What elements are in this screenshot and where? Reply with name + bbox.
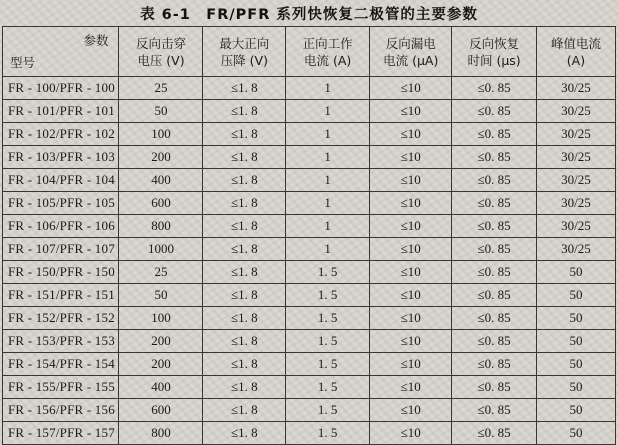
- cell-forward-drop: ≤1. 8: [203, 399, 286, 422]
- cell-leakage-current: ≤10: [370, 376, 452, 399]
- cell-model: FR - 153/PFR - 153: [3, 330, 119, 353]
- cell-forward-drop: ≤1. 8: [203, 307, 286, 330]
- cell-model: FR - 103/PFR - 103: [3, 146, 119, 169]
- cell-breakdown-voltage: 600: [119, 192, 203, 215]
- cell-forward-current: 1: [286, 215, 370, 238]
- header-line: 电流 (A): [304, 52, 352, 68]
- cell-breakdown-voltage: 100: [119, 123, 203, 146]
- cell-leakage-current: ≤10: [370, 422, 452, 445]
- cell-forward-current: 1. 5: [286, 353, 370, 376]
- cell-breakdown-voltage: 50: [119, 284, 203, 307]
- column-header-breakdown-voltage: [119, 27, 203, 77]
- table-row: [3, 284, 616, 307]
- cell-breakdown-voltage: 800: [119, 215, 203, 238]
- cell-forward-drop: ≤1. 8: [203, 376, 286, 399]
- cell-breakdown-voltage: 1000: [119, 238, 203, 261]
- cell-model: FR - 157/PFR - 157: [3, 422, 119, 445]
- cell-recovery-time: ≤0. 85: [452, 146, 537, 169]
- cell-forward-current: 1. 5: [286, 330, 370, 353]
- header-line: 最大正向: [219, 35, 270, 51]
- column-header-leakage-current: [370, 27, 452, 77]
- cell-leakage-current: ≤10: [370, 399, 452, 422]
- cell-peak-current: 50: [536, 307, 615, 330]
- cell-leakage-current: ≤10: [370, 123, 452, 146]
- column-header-forward-drop: [203, 27, 286, 77]
- cell-recovery-time: ≤0. 85: [452, 238, 537, 261]
- header-line: (A): [566, 52, 586, 68]
- cell-peak-current: 30/25: [536, 192, 615, 215]
- column-header-forward-current: [286, 27, 370, 77]
- cell-recovery-time: ≤0. 85: [452, 261, 537, 284]
- cell-leakage-current: ≤10: [370, 169, 452, 192]
- cell-leakage-current: ≤10: [370, 307, 452, 330]
- cell-recovery-time: ≤0. 85: [452, 422, 537, 445]
- cell-model: FR - 154/PFR - 154: [3, 353, 119, 376]
- cell-model: FR - 102/PFR - 102: [3, 123, 119, 146]
- cell-breakdown-voltage: 50: [119, 100, 203, 123]
- cell-forward-current: 1. 5: [286, 376, 370, 399]
- cell-peak-current: 50: [536, 399, 615, 422]
- header-line: 电流 (μA): [383, 52, 439, 68]
- header-line: 反向漏电: [385, 35, 436, 51]
- cell-forward-current: 1. 5: [286, 261, 370, 284]
- cell-forward-drop: ≤1. 8: [203, 77, 286, 100]
- corner-cell: [3, 27, 119, 77]
- cell-forward-drop: ≤1. 8: [203, 146, 286, 169]
- header-row: [3, 27, 616, 77]
- header-line: 时间 (μs): [467, 52, 521, 68]
- cell-model: FR - 100/PFR - 100: [3, 77, 119, 100]
- cell-breakdown-voltage: 200: [119, 146, 203, 169]
- cell-peak-current: 30/25: [536, 100, 615, 123]
- column-header-recovery-time: [452, 27, 537, 77]
- cell-peak-current: 50: [536, 261, 615, 284]
- cell-forward-drop: ≤1. 8: [203, 422, 286, 445]
- cell-forward-current: 1: [286, 146, 370, 169]
- table-row: [3, 307, 616, 330]
- cell-leakage-current: ≤10: [370, 192, 452, 215]
- cell-recovery-time: ≤0. 85: [452, 376, 537, 399]
- cell-forward-drop: ≤1. 8: [203, 169, 286, 192]
- cell-peak-current: 30/25: [536, 169, 615, 192]
- cell-breakdown-voltage: 200: [119, 330, 203, 353]
- corner-param-label: 参数: [83, 33, 109, 48]
- table-row: [3, 77, 616, 100]
- cell-peak-current: 30/25: [536, 123, 615, 146]
- table-row: [3, 422, 616, 445]
- cell-breakdown-voltage: 200: [119, 353, 203, 376]
- table-row: [3, 330, 616, 353]
- cell-forward-drop: ≤1. 8: [203, 261, 286, 284]
- cell-recovery-time: ≤0. 85: [452, 399, 537, 422]
- column-header-peak-current: [536, 27, 615, 77]
- cell-forward-current: 1: [286, 169, 370, 192]
- page-title: 表 6-1 FR/PFR 系列快恢复二极管的主要参数: [140, 7, 478, 23]
- cell-model: FR - 107/PFR - 107: [3, 238, 119, 261]
- cell-model: FR - 106/PFR - 106: [3, 215, 119, 238]
- cell-forward-current: 1. 5: [286, 422, 370, 445]
- table-row: [3, 376, 616, 399]
- table-row: [3, 353, 616, 376]
- cell-forward-current: 1: [286, 77, 370, 100]
- cell-recovery-time: ≤0. 85: [452, 77, 537, 100]
- cell-recovery-time: ≤0. 85: [452, 192, 537, 215]
- cell-recovery-time: ≤0. 85: [452, 123, 537, 146]
- header-line: 正向工作: [302, 35, 353, 51]
- cell-forward-current: 1: [286, 100, 370, 123]
- corner-model-label: 型号: [10, 55, 36, 70]
- cell-forward-current: 1: [286, 192, 370, 215]
- cell-forward-drop: ≤1. 8: [203, 330, 286, 353]
- cell-recovery-time: ≤0. 85: [452, 353, 537, 376]
- table-body: [3, 77, 616, 445]
- header-line: 反向恢复: [469, 35, 520, 51]
- parameters-table: [2, 26, 616, 445]
- header-line: 反向击穿: [135, 35, 186, 51]
- cell-recovery-time: ≤0. 85: [452, 307, 537, 330]
- cell-leakage-current: ≤10: [370, 215, 452, 238]
- cell-forward-drop: ≤1. 8: [203, 123, 286, 146]
- cell-forward-drop: ≤1. 8: [203, 100, 286, 123]
- cell-leakage-current: ≤10: [370, 77, 452, 100]
- cell-peak-current: 50: [536, 353, 615, 376]
- cell-forward-drop: ≤1. 8: [203, 353, 286, 376]
- cell-breakdown-voltage: 600: [119, 399, 203, 422]
- cell-forward-current: 1: [286, 238, 370, 261]
- table-row: [3, 123, 616, 146]
- table-row: [3, 215, 616, 238]
- cell-forward-drop: ≤1. 8: [203, 192, 286, 215]
- cell-recovery-time: ≤0. 85: [452, 100, 537, 123]
- cell-peak-current: 30/25: [536, 146, 615, 169]
- cell-model: FR - 104/PFR - 104: [3, 169, 119, 192]
- corner-cell-inner: [3, 27, 118, 76]
- cell-leakage-current: ≤10: [370, 330, 452, 353]
- header-line: 电压 (V): [137, 52, 185, 68]
- table-row: [3, 399, 616, 422]
- cell-model: FR - 155/PFR - 155: [3, 376, 119, 399]
- cell-peak-current: 30/25: [536, 77, 615, 100]
- cell-breakdown-voltage: 100: [119, 307, 203, 330]
- cell-breakdown-voltage: 25: [119, 77, 203, 100]
- cell-peak-current: 50: [536, 422, 615, 445]
- cell-breakdown-voltage: 400: [119, 376, 203, 399]
- cell-peak-current: 30/25: [536, 215, 615, 238]
- cell-breakdown-voltage: 800: [119, 422, 203, 445]
- cell-forward-current: 1. 5: [286, 307, 370, 330]
- cell-breakdown-voltage: 400: [119, 169, 203, 192]
- table-row: [3, 169, 616, 192]
- cell-leakage-current: ≤10: [370, 284, 452, 307]
- table-header: [3, 27, 616, 77]
- cell-leakage-current: ≤10: [370, 100, 452, 123]
- cell-forward-current: 1: [286, 123, 370, 146]
- cell-recovery-time: ≤0. 85: [452, 215, 537, 238]
- header-line: 峰值电流: [550, 35, 601, 51]
- header-line: 压降 (V): [220, 52, 268, 68]
- cell-forward-drop: ≤1. 8: [203, 284, 286, 307]
- cell-forward-drop: ≤1. 8: [203, 238, 286, 261]
- cell-peak-current: 30/25: [536, 238, 615, 261]
- cell-model: FR - 151/PFR - 151: [3, 284, 119, 307]
- table-row: [3, 100, 616, 123]
- cell-forward-drop: ≤1. 8: [203, 215, 286, 238]
- cell-peak-current: 50: [536, 284, 615, 307]
- cell-model: FR - 101/PFR - 101: [3, 100, 119, 123]
- cell-model: FR - 152/PFR - 152: [3, 307, 119, 330]
- cell-leakage-current: ≤10: [370, 353, 452, 376]
- table-row: [3, 192, 616, 215]
- cell-model: FR - 156/PFR - 156: [3, 399, 119, 422]
- cell-recovery-time: ≤0. 85: [452, 284, 537, 307]
- cell-peak-current: 50: [536, 376, 615, 399]
- table-row: [3, 261, 616, 284]
- cell-model: FR - 105/PFR - 105: [3, 192, 119, 215]
- cell-recovery-time: ≤0. 85: [452, 169, 537, 192]
- cell-recovery-time: ≤0. 85: [452, 330, 537, 353]
- cell-leakage-current: ≤10: [370, 261, 452, 284]
- cell-forward-current: 1. 5: [286, 399, 370, 422]
- cell-breakdown-voltage: 25: [119, 261, 203, 284]
- cell-peak-current: 50: [536, 330, 615, 353]
- cell-leakage-current: ≤10: [370, 146, 452, 169]
- cell-forward-current: 1. 5: [286, 284, 370, 307]
- table-row: [3, 238, 616, 261]
- table-row: [3, 146, 616, 169]
- cell-leakage-current: ≤10: [370, 238, 452, 261]
- cell-model: FR - 150/PFR - 150: [3, 261, 119, 284]
